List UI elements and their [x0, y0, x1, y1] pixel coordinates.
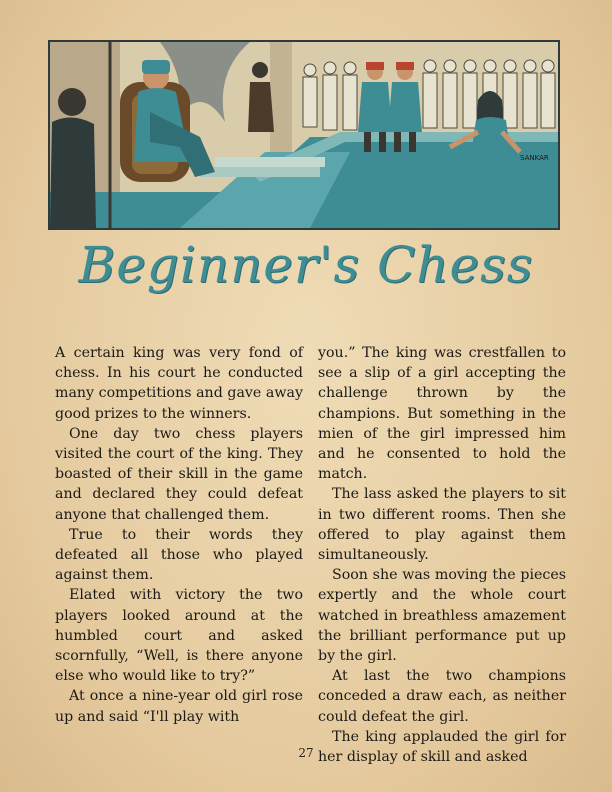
- paragraph: At once a nine-year old girl rose up and said “I'll play with: [55, 688, 303, 725]
- story-title: Beginner's Chess: [78, 236, 534, 294]
- artist-signature: SANKAR: [520, 154, 549, 162]
- court-scene-image: [50, 42, 558, 228]
- paragraph: True to their words they defeated all those who played against them.: [55, 526, 303, 584]
- paragraph: A certain king was very fond of chess. In his court he conducted many competitions and gave away good prizes to the winners.: [55, 345, 303, 422]
- paragraph: you.” The king was crestfallen to see a slip of a girl accepting the challenge thrown by the champions. But something in the mien of the girl impressed him and he consented to hold the match.: [318, 345, 566, 483]
- paragraph: Elated with victory the two players looked around at the humbled court and asked scornfully, “Well, is there anyone else who would like to try?”: [55, 587, 303, 685]
- paragraph: One day two chess players visited the court of the king. They boasted of their skill in the game and declared they could defeat anyone that challenged them.: [55, 425, 303, 523]
- paragraph: The king applauded the girl for her display of skill and asked: [318, 728, 566, 766]
- court-illustration: [48, 40, 560, 230]
- paragraph: Soon she was moving the pieces expertly and the whole court watched in breathless amazement the brilliant performance put up by the girl.: [318, 567, 566, 665]
- paragraph: At last the two champions conceded a draw each, as neither could defeat the girl.: [318, 668, 566, 725]
- left-column: [55, 343, 303, 727]
- paragraph: The lass asked the players to sit in two different rooms. Then she offered to play against them simultaneously.: [318, 486, 566, 564]
- right-column: [318, 343, 566, 767]
- page-number: 27: [298, 746, 314, 760]
